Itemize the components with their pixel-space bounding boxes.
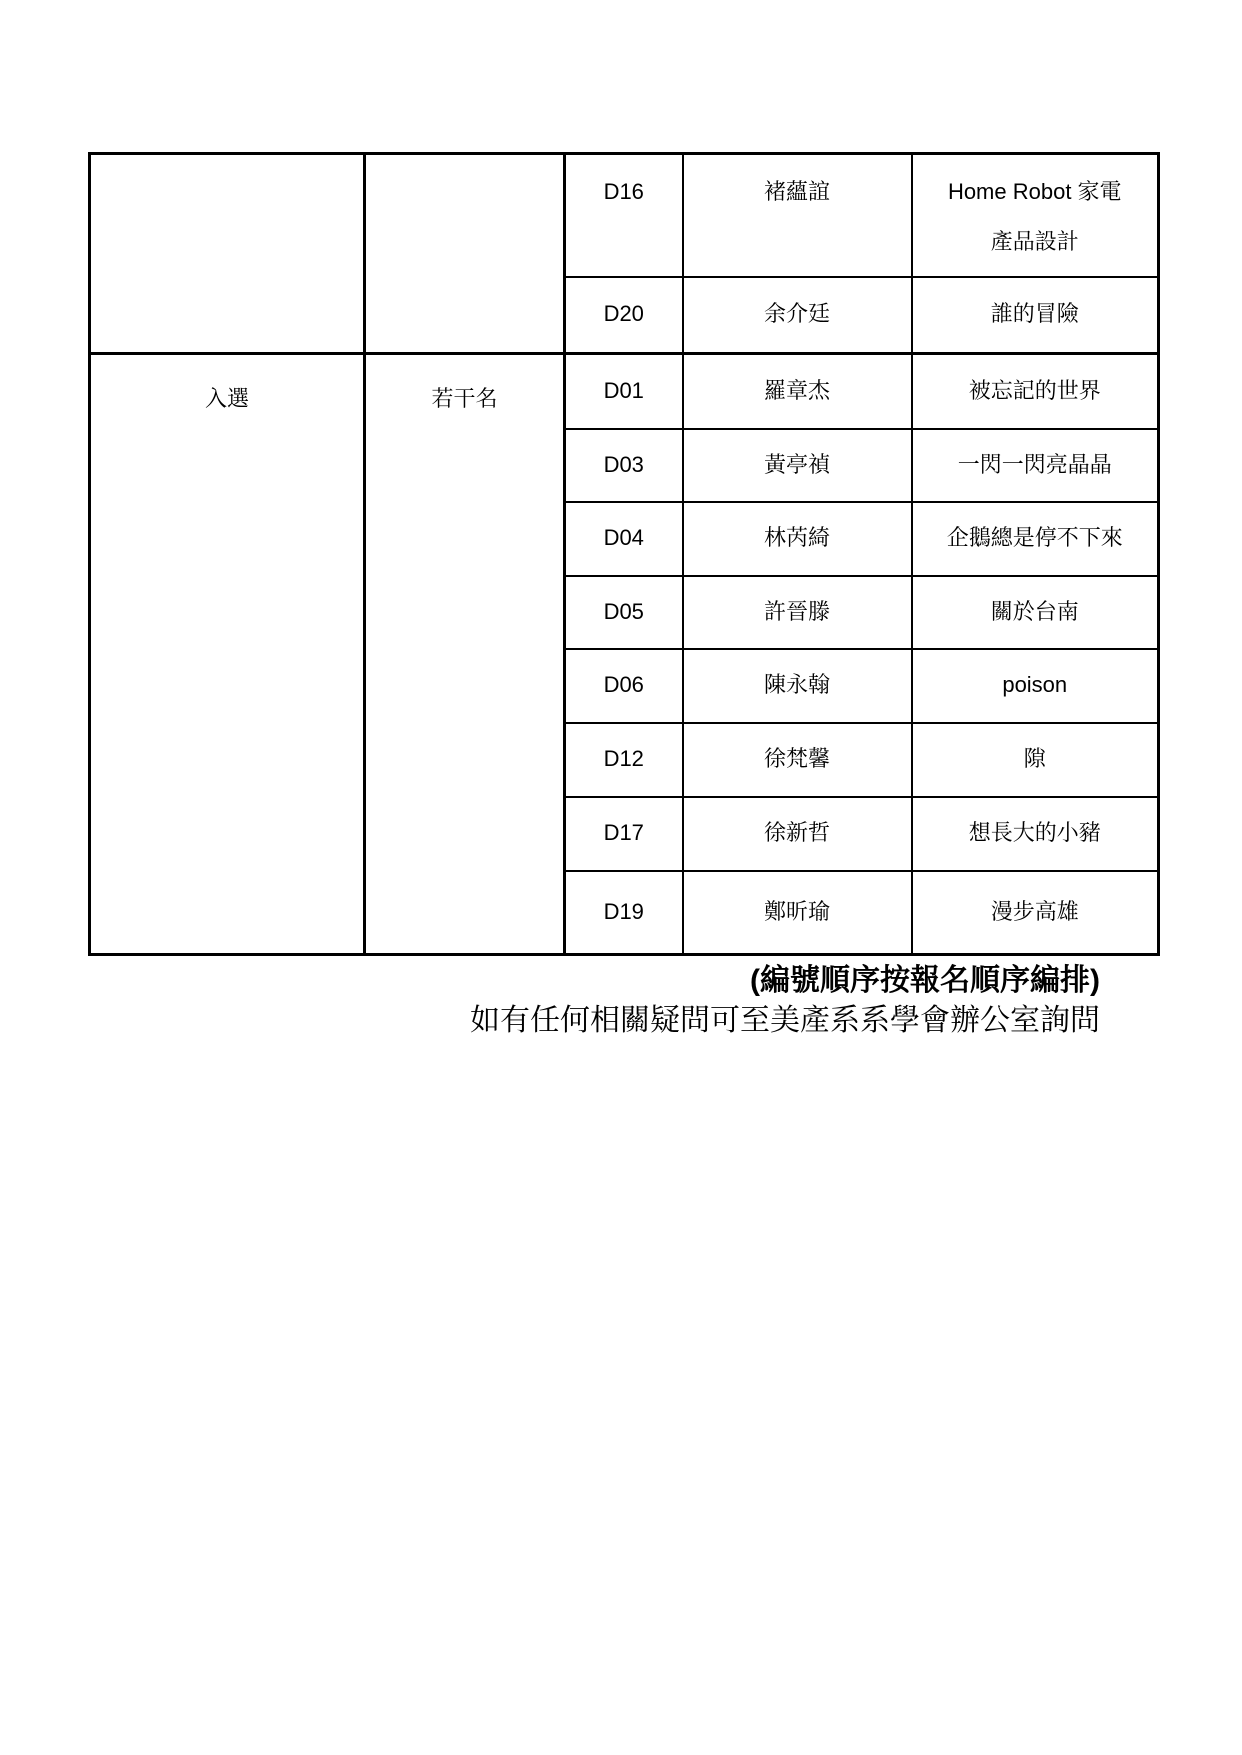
entry-title: 企鵝總是停不下來 [912, 502, 1159, 576]
quota-cell [365, 154, 565, 354]
entry-id: D20 [565, 277, 683, 354]
entry-name: 林芮綺 [683, 502, 912, 576]
entry-name: 徐梵馨 [683, 723, 912, 797]
entry-id: D05 [565, 576, 683, 649]
results-table [88, 152, 1160, 956]
quota-cell: 若干名 [365, 354, 565, 955]
entry-name: 徐新哲 [683, 797, 912, 871]
entry-name: 黃亭禎 [683, 429, 912, 502]
entry-title: 關於台南 [912, 576, 1159, 649]
entry-title: 隙 [912, 723, 1159, 797]
entry-title: poison [912, 649, 1159, 723]
entry-title: 被忘記的世界 [912, 354, 1159, 429]
entry-id: D16 [565, 154, 683, 277]
entry-name: 余介廷 [683, 277, 912, 354]
entry-name: 鄭昕瑜 [683, 871, 912, 955]
entry-id: D04 [565, 502, 683, 576]
entry-id: D01 [565, 354, 683, 429]
entry-title: 漫步高雄 [912, 871, 1159, 955]
award-cell [90, 154, 365, 354]
entry-name: 許晉滕 [683, 576, 912, 649]
entry-name: 羅章杰 [683, 354, 912, 429]
entry-title: Home Robot 家電產品設計 [912, 154, 1159, 277]
award-cell: 入選 [90, 354, 365, 955]
entry-title: 一閃一閃亮晶晶 [912, 429, 1159, 502]
entry-id: D03 [565, 429, 683, 502]
entry-id: D17 [565, 797, 683, 871]
entry-name: 褚蘊誼 [683, 154, 912, 277]
entry-id: D12 [565, 723, 683, 797]
entry-id: D06 [565, 649, 683, 723]
contact-note: 如有任何相關疑問可至美產系系學會辦公室詢問 [470, 1004, 1100, 1037]
table-row [90, 154, 1159, 277]
entry-name: 陳永翰 [683, 649, 912, 723]
entry-id: D19 [565, 871, 683, 955]
entry-title: 想長大的小豬 [912, 797, 1159, 871]
table-row [90, 354, 1159, 429]
order-note: (編號順序按報名順序編排) [750, 964, 1100, 997]
entry-title: 誰的冒險 [912, 277, 1159, 354]
